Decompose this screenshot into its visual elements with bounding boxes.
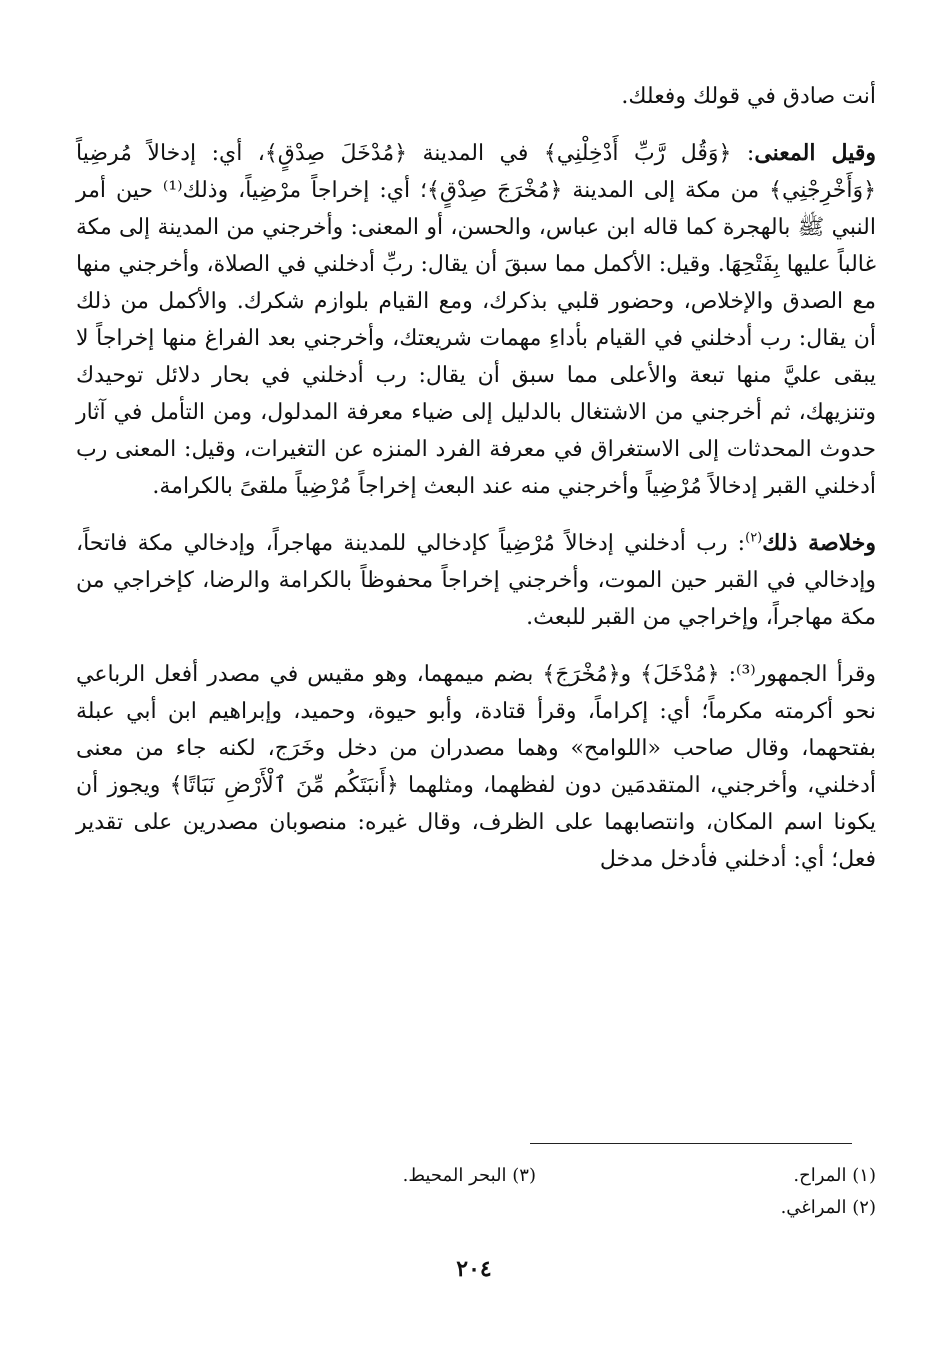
paragraph-lead: وخلاصة ذلك xyxy=(762,530,877,556)
paragraph-text: : ﴿وَقُل رَّبِّ أَدْخِلْنِي﴾ في المدينة ﴿مُدْخَلَ صِدْقٍ﴾، أي: إدخالاً مُرضِياً ﴿وَأَخْرِجْنِي﴾ من مكة إلى المدينة ﴿مُخْرَجَ صِدْقٍ﴾؛ أي: إخراجاً مرْضِياً، وذلك⁽¹⁾ حين أمر النبي ﷺ بالهجرة كما قاله ابن عباس، والحسن، أو المعنى: وأخرجني من المدينة إلى مكة غالباً عليها بِفَتْحِهَا. وقيل: الأكمل مما سبقَ أن يقال: ربِّ أدخلني في الصلاة، وأخرجني منها مع الصدق والإخلاص، وحضور قلبي بذكرك، ومع القيام بلوازم شكرك. والأكمل من ذلك أن يقال: رب أدخلني في القيام بأداءِ مهمات شريعتك، وأخرجني بعد الفراغ منها إخراجاً لا يبقى عليَّ منها تبعة والأعلى مما سبق أن يقال: رب أدخلني في بحار دلائل توحيدك وتنزيهك، ثم أخرجني من الاشتغال بالدليل إلى ضياء معرفة المدلول، ومن التأمل في آثار حدوث المحدثات إلى الاستغراق في معرفة الفرد المنزه عن التغيرات، وقيل: المعنى رب أدخلني القبر إدخالاً مُرْضِياً وأخرجني منه عند البعث إخراجاً مُرْضِياً ملقىً بالكرامة. xyxy=(76,141,877,499)
footnote-row xyxy=(76,1192,876,1224)
paragraph-4 xyxy=(76,656,876,878)
paragraph-3 xyxy=(76,525,876,636)
paragraph-1 xyxy=(76,78,876,115)
paragraph-lead: وقيل المعنى xyxy=(754,140,876,166)
footnote-2: (٢) المراغي. xyxy=(780,1197,876,1218)
footnote-3: (٣) البحر المحيط. xyxy=(402,1165,536,1186)
paragraph-text: أنت صادق في قولك وفعلك. xyxy=(621,84,876,109)
footnote-1: (١) المراح. xyxy=(793,1165,876,1186)
footnote-ref: (٢) xyxy=(745,530,763,546)
paragraph-text: وقرأ الجمهور⁽³⁾: ﴿مُدْخَلَ﴾ و﴿مُخْرَجَ﴾ بضم ميمهما، وهو مقيس في مصدر أفعل الرباعي نحو أكرمته مكرماً؛ أي: إكراماً، وقرأ قتادة، وأبو حيوة، وحميد، وإبراهيم ابن أبي عبلة بفتحهما، وقال صاحب «اللوامح» وهما مصدران من دخل وخَرَج، لكنه جاء من معنى أدخلني، وأخرجني، المتقدمَين دون لفظهما، ومثلهما ﴿أَنبَتَكُم مِّنَ ٱلْأَرْضِ نَبَاتًا﴾ ويجوز أن يكونا اسم المكان، وانتصابهما على الظرف، وقال غيره: منصوبان مصدرين على تقدير فعل؛ أي: أدخلني فأدخل مدخل xyxy=(76,662,876,872)
footnotes xyxy=(76,1160,876,1224)
paragraph-2 xyxy=(76,135,876,505)
footnote-divider xyxy=(530,1143,852,1144)
paragraph-text: : رب أدخلني إدخالاً مُرْضِياً كإدخالي للمدينة مهاجراً، وإدخالي مكة فاتحاً، وإدخالي في القبر حين الموت، وأخرجني إخراجاً محفوظاً بالكرامة والرضا، كإخراجي من مكة مهاجراً، وإخراجي من القبر للبعث. xyxy=(76,531,876,630)
page-number: ٢٠٤ xyxy=(456,1256,492,1282)
footnote-row xyxy=(76,1160,876,1192)
page-body xyxy=(76,78,876,878)
